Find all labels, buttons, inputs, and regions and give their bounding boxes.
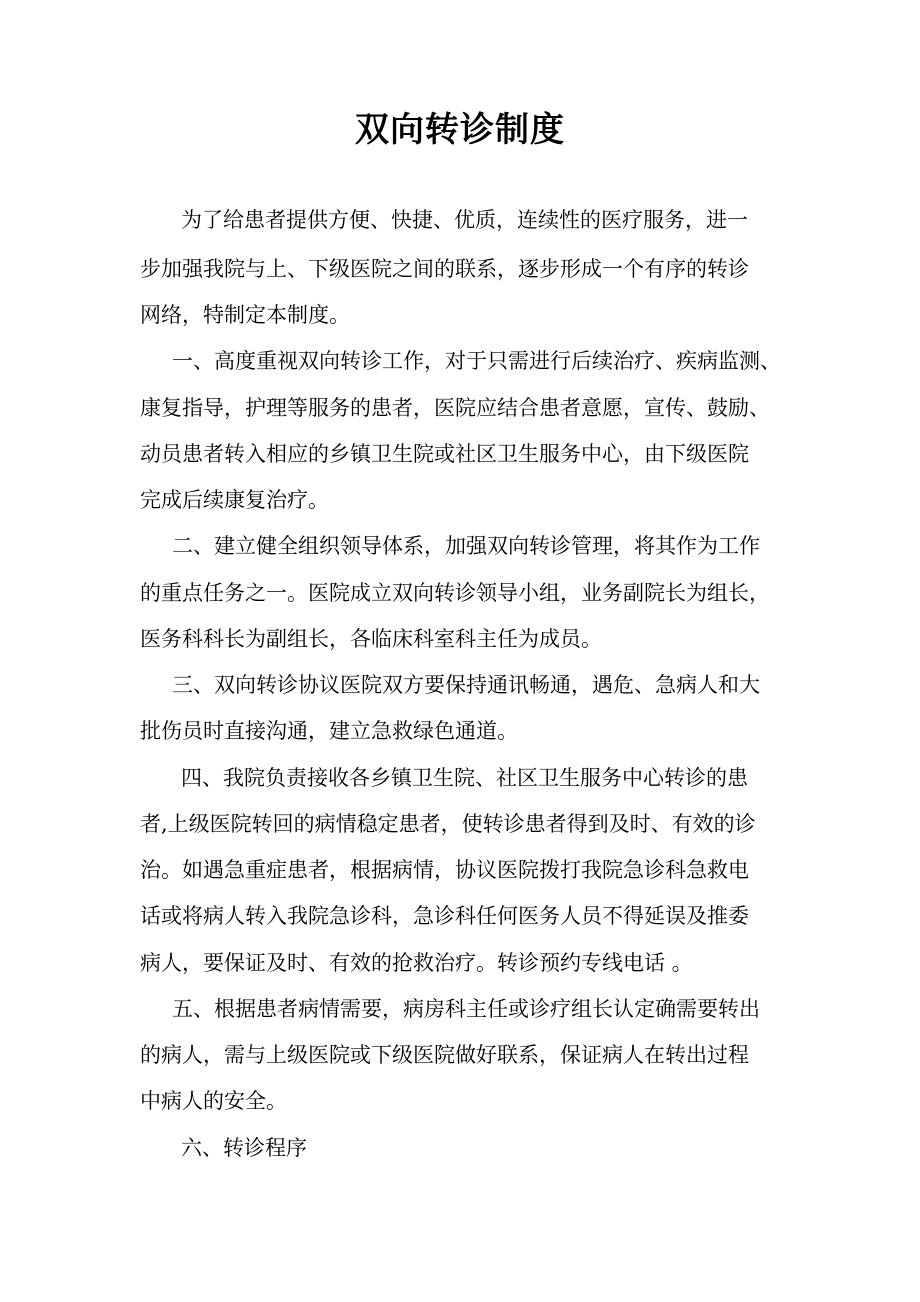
text-line: 的病人，需与上级医院或下级医院做好联系，保证病人在转出过程 xyxy=(140,1043,749,1067)
text-line: 一、高度重视双向转诊工作，对于只需进行后续治疗、疾病监测、 xyxy=(172,349,781,373)
text-line: 病人，要保证及时、有效的抢救治疗。转诊预约专线电话 。 xyxy=(140,951,693,975)
text-line: 话或将病人转入我院急诊科，急诊科任何医务人员不得延误及推委 xyxy=(140,904,749,928)
text-line: 康复指导，护理等服务的患者，医院应结合患者意愿，宣传、鼓励、 xyxy=(140,396,770,420)
text-line: 者,上级医院转回的病情稳定患者，使转诊患者得到及时、有效的诊 xyxy=(140,812,756,836)
text-line: 二、建立健全组织领导体系，加强双向转诊管理，将其作为工作 xyxy=(172,534,760,558)
text-line: 批伤员时直接沟通，建立急救绿色通道。 xyxy=(140,719,518,743)
text-line: 治。如遇急重症患者，根据病情，协议医院拨打我院急诊科急救电 xyxy=(140,858,749,882)
text-line: 步加强我院与上、下级医院之间的联系，逐步形成一个有序的转诊 xyxy=(140,257,749,281)
text-line: 动员患者转入相应的乡镇卫生院或社区卫生服务中心，由下级医院 xyxy=(140,442,749,466)
text-line: 五、根据患者病情需要，病房科主任或诊疗组长认定确需要转出 xyxy=(172,997,760,1021)
text-line: 的重点任务之一。医院成立双向转诊领导小组，业务副院长为组长， xyxy=(140,581,770,605)
text-line: 为了给患者提供方便、快捷、优质，连续性的医疗服务，进一 xyxy=(181,208,748,232)
text-line: 中病人的安全。 xyxy=(140,1089,287,1113)
text-line: 网络，特制定本制度。 xyxy=(140,303,350,327)
text-line: 三、双向转诊协议医院双方要保持通讯畅通，遇危、急病人和大 xyxy=(172,673,760,697)
text-line: 医务科科长为副组长，各临床科室科主任为成员。 xyxy=(140,627,602,651)
text-line: 六、转诊程序 xyxy=(181,1136,307,1160)
document-title: 双向转诊制度 xyxy=(355,110,565,150)
text-line: 四、我院负责接收各乡镇卫生院、社区卫生服务中心转诊的患 xyxy=(181,766,748,790)
text-line: 完成后续康复治疗。 xyxy=(140,488,329,512)
